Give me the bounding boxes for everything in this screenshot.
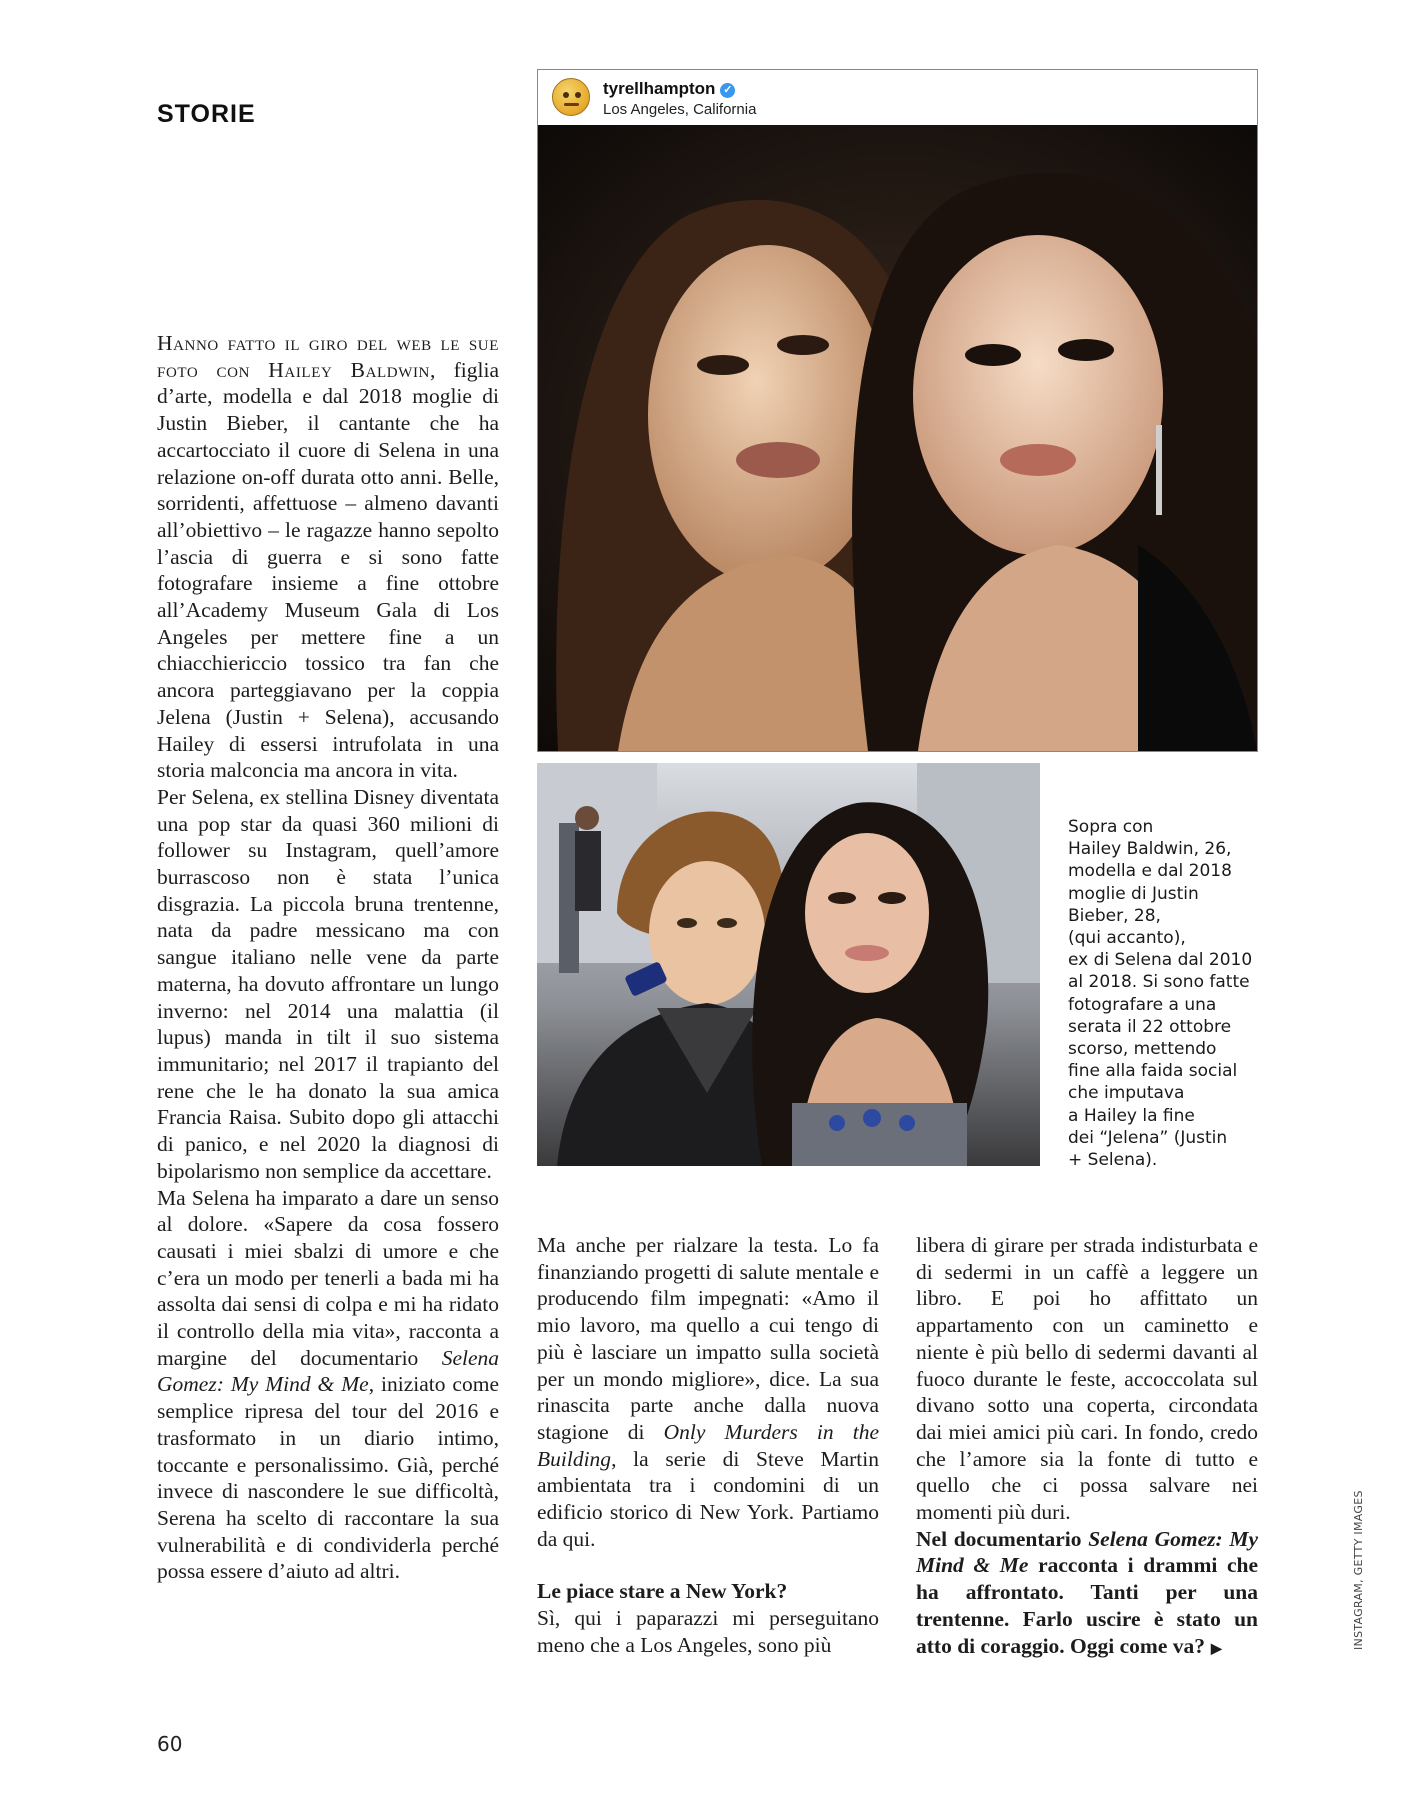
article-column-1	[157, 330, 499, 1585]
documentary-title: Selena Gomez: My Mind & Me	[916, 1526, 1258, 1578]
article-lead: Hanno fatto il giro del web le sue foto con Hailey Baldwin,	[157, 331, 499, 382]
continue-arrow-icon: ▶	[1211, 1641, 1222, 1657]
interview-answer: Sì, qui i paparazzi mi perseguitano meno che a Los Angeles, sono più	[537, 1606, 879, 1657]
instagram-post	[537, 69, 1258, 752]
section-label: STORIE	[157, 100, 256, 128]
article-paragraph: Ma anche per rialzare la testa. Lo fa finanziando progetti di salute mentale e producendo film impegnati: «Amo il mio lavoro, ma quello a cui tengo di più è lasciare un impatto sulla società per un mondo migliore», dice. La sua rinascita parte anche dalla nuova stagione di Only Murders in the Building, la serie di Steve Martin ambientata tra i condomini di un edificio storico di New York. Partiamo da qui.	[537, 1233, 879, 1551]
emoji-avatar-icon	[552, 78, 590, 116]
article-paragraph: Ma Selena ha imparato a dare un senso al dolore. «Sapere da cosa fossero causati i miei sbalzi di umore e che c’era un modo per tenerli a bada mi ha assolta dai sensi di colpa e mi ha ridato il controllo della mia vita», racconta a margine del documentario Selena Gomez: My Mind & Me, iniziato come semplice ripresa del tour del 2016 e trasformato in un diario intimo, toccante e personalissimo. Già, perché invece di nascondere le sue difficoltà, Serena ha scelto di raccontare la sua vulnerabilità e di condividerla perché possa essere d’aiuto ad altri.	[157, 1185, 499, 1584]
photo-credit: INSTAGRAM, GETTY IMAGES	[1352, 1490, 1365, 1650]
event-photo	[537, 763, 1040, 1166]
article-column-3	[916, 1232, 1258, 1663]
interview-answer: libera di girare per strada indisturbata e di sedermi in un caffè a leggere un libro. E poi ho affittato un appartamento con un caminetto e niente è più bello di sedermi davanti al fuoco durante le feste, accoccolata sul divano sotto una coperta, circondata dai miei amici più cari. In fondo, credo che l’amore sia la fonte di tutto e quello che ci possa salvare nei momenti più duri.	[916, 1233, 1258, 1525]
instagram-photo	[538, 125, 1257, 751]
article-paragraph: Per Selena, ex stellina Disney diventata una pop star da quasi 360 milioni di follower su Instagram, quell’amore burrascoso non è stata l’unica disgrazia. La piccola bruna trentenne, nata da padre messicano ma con sangue italiano nelle vene da parte materna, ha dovuto affrontare un lungo inverno: nel 2014 una malattia (il lupus) manda in tilt il suo sistema immunitario; nel 2017 il trapianto del rene che le ha donato la sua amica Francia Raisa. Subito dopo gli attacchi di panico, e nel 2020 la diagnosi di bipolarismo non semplice da accettare.	[157, 784, 499, 1183]
instagram-username: tyrellhampton ✓	[603, 79, 735, 99]
article-paragraph: Hanno fatto il giro del web le sue foto con Hailey Baldwin, figlia d’arte, modella e dal 2018 moglie di Justin Bieber, il cantante che ha accartocciato il cuore di Selena in una relazione on-off durata otto anni. Belle, sorridenti, affettuose – almeno davanti all’obiettivo – le ragazze hanno sepolto l’ascia di guerra e si sono fatte fotografare insieme a fine ottobre all’Academy Museum Gala di Los Angeles per mettere fine a un chiacchiericcio tossico tra fan che ancora parteggiavano per la coppia Jelena (Justin + Selena), accusando Hailey di essersi intrufolata in una storia malconcia ma ancora in vita.	[157, 331, 499, 783]
instagram-location: Los Angeles, California	[603, 101, 757, 118]
photo-caption: Sopra con Hailey Baldwin, 26, modella e dal 2018 moglie di Justin Bieber, 28, (qui accanto), ex di Selena dal 2010 al 2018. Si sono fatte fotografare a una serata il 22 ottobre scorso, mettendo fine alla faida social che imputava a Hailey la fine dei “Jelena” (Justin + Selena).	[1068, 817, 1253, 1171]
page-number: 60	[157, 1732, 183, 1756]
series-title: Only Murders in the Building	[537, 1419, 879, 1471]
interview-question: Nel documentario Selena Gomez: My Mind & Me racconta i drammi che ha affrontato. Tanti per una trentenne. Farlo uscire è stato un atto di coraggio. Oggi come va? ▶	[916, 1526, 1258, 1658]
verified-badge-icon: ✓	[720, 83, 735, 98]
instagram-header	[538, 70, 1257, 124]
article-column-2	[537, 1232, 879, 1659]
documentary-title: Selena Gomez: My Mind & Me	[157, 1345, 499, 1397]
interview-question: Le piace stare a New York?	[537, 1579, 788, 1604]
